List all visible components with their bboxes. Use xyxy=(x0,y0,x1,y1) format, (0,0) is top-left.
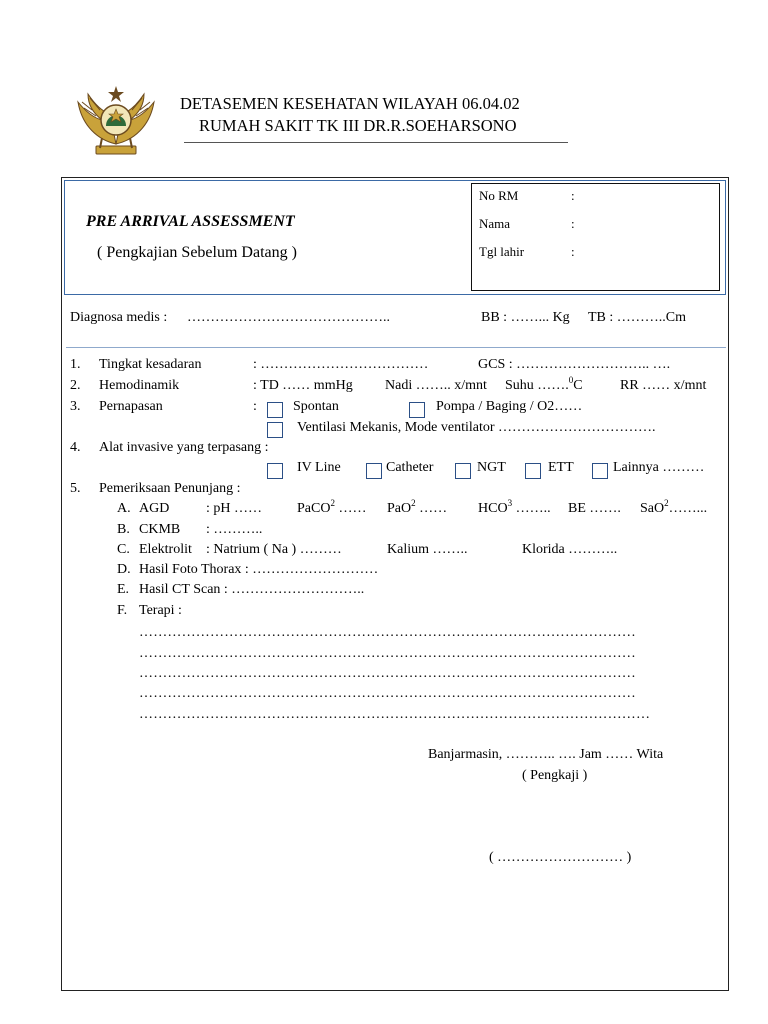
form-title: PRE ARRIVAL ASSESSMENT xyxy=(86,213,295,230)
ckmb-label: CKMB xyxy=(139,522,181,537)
sub-letter-e: E. xyxy=(117,582,130,597)
hemodinamik-label: Hemodinamik xyxy=(99,378,180,393)
pompa-checkbox[interactable] xyxy=(409,402,425,418)
terapi-line[interactable]: ……………………………………………………………………………………………… xyxy=(139,707,651,722)
terapi-line[interactable]: …………………………………………………………………………………………… xyxy=(139,625,636,640)
spontan-label: Spontan xyxy=(293,399,339,414)
sub-letter-f: F. xyxy=(117,603,128,618)
ventilasi-label: Ventilasi Mekanis, Mode ventilator ……………………………. xyxy=(297,420,656,435)
ph-field[interactable]: : pH …… xyxy=(206,501,262,516)
item-number-2: 2. xyxy=(70,378,81,393)
no-rm-colon: : xyxy=(571,188,575,203)
paco2-field[interactable]: PaCO$^2$ …… xyxy=(297,498,367,516)
place-date-field[interactable]: Banjarmasin, ……….. …. Jam …… Wita xyxy=(428,747,664,762)
elektrolit-label: Elektrolit xyxy=(139,542,192,557)
tgl-lahir-label: Tgl lahir xyxy=(479,244,525,259)
pernapasan-colon: : xyxy=(253,399,257,414)
nama-label: Nama xyxy=(479,216,511,231)
terapi-line[interactable]: …………………………………………………………………………………………… xyxy=(139,646,636,661)
kalium-field[interactable]: Kalium …….. xyxy=(387,542,468,557)
tb-field[interactable]: TB : ………..Cm xyxy=(588,310,687,325)
iv-line-label: IV Line xyxy=(297,460,341,475)
item-number-3: 3. xyxy=(70,399,81,414)
pengkaji-label: ( Pengkaji ) xyxy=(522,768,588,783)
iv-line-checkbox[interactable] xyxy=(267,463,283,479)
thorax-field[interactable]: Hasil Foto Thorax : ……………………… xyxy=(139,562,379,577)
terapi-line[interactable]: …………………………………………………………………………………………… xyxy=(139,666,636,681)
klorida-field[interactable]: Klorida ……….. xyxy=(522,542,618,557)
sao2-field[interactable]: SaO$^2$……... xyxy=(640,498,708,516)
header-divider xyxy=(184,142,568,143)
ventilasi-checkbox[interactable] xyxy=(267,422,283,438)
lainnya-checkbox[interactable] xyxy=(592,463,608,479)
form-subtitle: ( Pengkajian Sebelum Datang ) xyxy=(97,244,297,261)
emblem-logo-icon xyxy=(76,82,156,162)
ngt-checkbox[interactable] xyxy=(455,463,471,479)
kesadaran-label: Tingkat kesadaran xyxy=(99,357,202,372)
item-number-1: 1. xyxy=(70,357,81,372)
ett-label: ETT xyxy=(548,460,574,475)
spontan-checkbox[interactable] xyxy=(267,402,283,418)
gcs-field[interactable]: GCS : ……………………….. …. xyxy=(478,357,671,372)
sub-letter-b: B. xyxy=(117,522,130,537)
diagnosa-label: Diagnosa medis : xyxy=(70,310,168,325)
penunjang-label: Pemeriksaan Penunjang : xyxy=(99,481,241,496)
diagnosa-field[interactable]: …………………………………….. xyxy=(187,310,390,325)
ett-checkbox[interactable] xyxy=(525,463,541,479)
section-divider xyxy=(66,347,726,348)
natrium-field[interactable]: : Natrium ( Na ) ……… xyxy=(206,542,342,557)
terapi-line[interactable]: …………………………………………………………………………………………… xyxy=(139,686,636,701)
pernapasan-label: Pernapasan xyxy=(99,399,163,414)
kesadaran-field[interactable]: : ……………………………… xyxy=(253,357,429,372)
alat-invasive-label: Alat invasive yang terpasang : xyxy=(99,440,269,455)
pompa-label: Pompa / Baging / O2…… xyxy=(436,399,583,414)
ct-scan-field[interactable]: Hasil CT Scan : ……………………….. xyxy=(139,582,365,597)
terapi-label: Terapi : xyxy=(139,603,182,618)
sub-letter-a: A. xyxy=(117,501,131,516)
item-number-4: 4. xyxy=(70,440,81,455)
catheter-checkbox[interactable] xyxy=(366,463,382,479)
bb-field[interactable]: BB : ……... Kg xyxy=(481,310,570,325)
be-field[interactable]: BE ……. xyxy=(568,501,621,516)
agd-label: AGD xyxy=(139,501,170,516)
td-field[interactable]: : TD …… mmHg xyxy=(253,378,353,393)
no-rm-label: No RM xyxy=(479,188,519,203)
ngt-label: NGT xyxy=(477,460,506,475)
tgl-lahir-colon: : xyxy=(571,244,575,259)
ckmb-field[interactable]: : ……….. xyxy=(206,522,263,537)
pengkaji-name-field[interactable]: ( ……………………… ) xyxy=(489,850,632,865)
nama-colon: : xyxy=(571,216,575,231)
hco3-field[interactable]: HCO$^3$ …….. xyxy=(478,498,551,516)
catheter-label: Catheter xyxy=(386,460,434,475)
header-institution: DETASEMEN KESEHATAN WILAYAH 06.04.02 xyxy=(180,94,520,113)
sub-letter-d: D. xyxy=(117,562,131,577)
pao2-field[interactable]: PaO$^2$ …… xyxy=(387,498,448,516)
lainnya-label: Lainnya ……… xyxy=(613,460,705,475)
suhu-field[interactable]: Suhu …….$^0$C xyxy=(505,375,583,393)
header-hospital: RUMAH SAKIT TK III DR.R.SOEHARSONO xyxy=(199,116,517,135)
item-number-5: 5. xyxy=(70,481,81,496)
rr-field[interactable]: RR …… x/mnt xyxy=(620,378,707,393)
sub-letter-c: C. xyxy=(117,542,130,557)
nadi-field[interactable]: Nadi …….. x/mnt xyxy=(385,378,487,393)
